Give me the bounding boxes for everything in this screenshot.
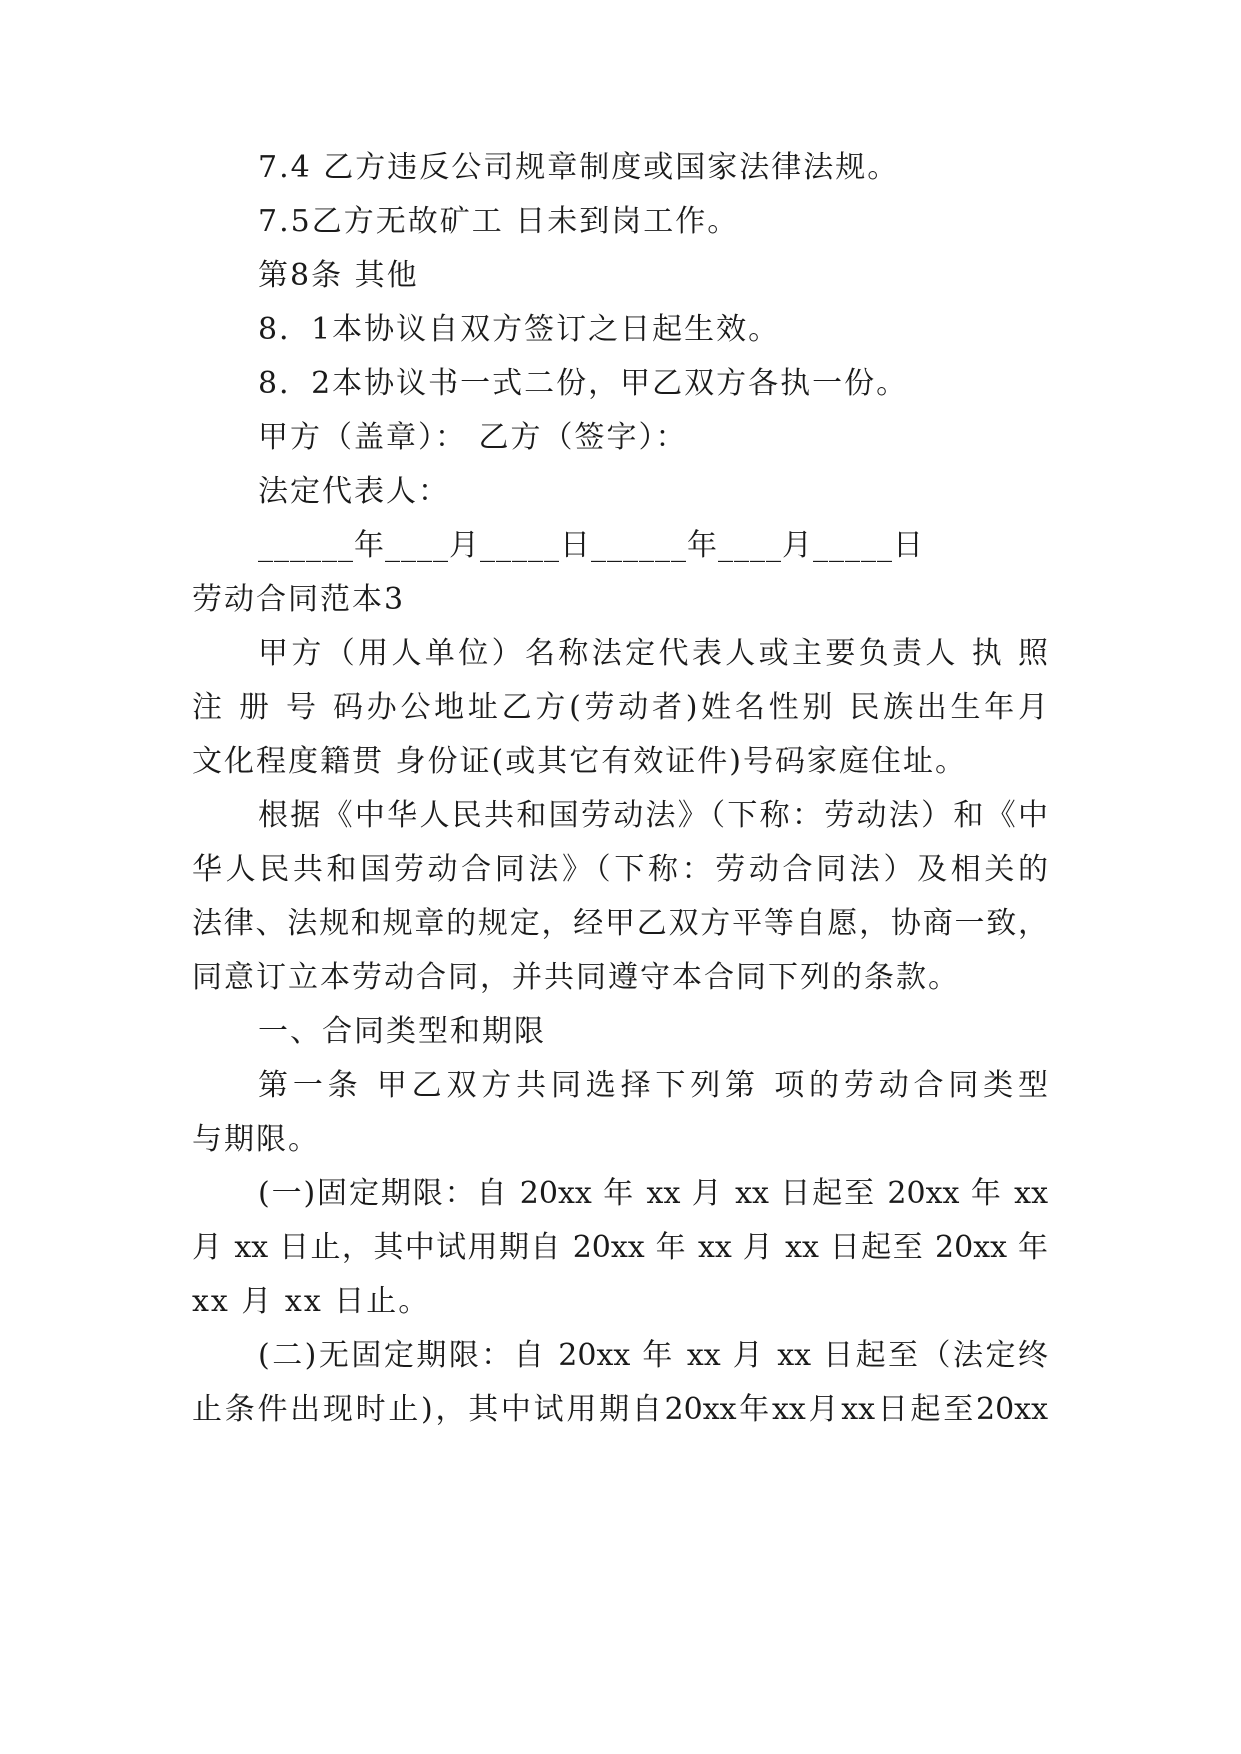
legal-representative: 法定代表人：: [258, 474, 450, 509]
basis-paragraph-line-1: 根据《中华人民共和国劳动法》（下称：劳动法）和《中: [258, 798, 1048, 833]
basis-paragraph-line-3: 法律、法规和规章的规定，经甲乙双方平等自愿，协商一致，: [192, 906, 1048, 941]
signature-date-blanks: ______年____月_____日______年____月_____日: [258, 528, 924, 563]
party-info-line-2: 注 册 号 码办公地址乙方(劳动者)姓名性别 民族出生年月: [192, 690, 1048, 725]
section-heading-contract-type: 一、合同类型和期限: [258, 1014, 546, 1049]
clause-8-2: 8．2本协议书一式二份，甲乙双方各执一份。: [258, 366, 909, 401]
party-info-line-3: 文化程度籍贯 身份证(或其它有效证件)号码家庭住址。: [192, 744, 967, 779]
signature-parties: 甲方（盖章）： 乙方（签字）：: [258, 420, 688, 455]
clause-8-1: 8．1本协议自双方签订之日起生效。: [258, 312, 781, 347]
article-8-heading: 第8条 其他: [258, 258, 419, 293]
section-title-contract-3: 劳动合同范本3: [192, 582, 406, 617]
basis-paragraph-line-2: 华人民共和国劳动合同法》（下称：劳动合同法）及相关的: [192, 852, 1048, 887]
open-term-line-2: 止条件出现时止)，其中试用期自20xx年xx月xx日起至20xx: [192, 1392, 1048, 1427]
party-a-info-line-1: 甲方（用人单位）名称法定代表人或主要负责人 执 照: [258, 636, 1048, 671]
basis-paragraph-line-4: 同意订立本劳动合同，并共同遵守本合同下列的条款。: [192, 960, 960, 995]
fixed-term-line-1: (一)固定期限：自 20xx 年 xx 月 xx 日起至 20xx 年 xx: [258, 1176, 1048, 1211]
article-1-line-1: 第一条 甲乙双方共同选择下列第 项的劳动合同类型: [258, 1068, 1048, 1103]
open-term-line-1: (二)无固定期限：自 20xx 年 xx 月 xx 日起至（法定终: [258, 1338, 1048, 1373]
fixed-term-line-2: 月 xx 日止，其中试用期自 20xx 年 xx 月 xx 日起至 20xx 年: [192, 1230, 1048, 1265]
article-1-line-2: 与期限。: [192, 1122, 320, 1157]
clause-7-4: 7.4 乙方违反公司规章制度或国家法律法规。: [258, 150, 900, 185]
clause-7-5: 7.5乙方无故矿工 日未到岗工作。: [258, 204, 740, 239]
fixed-term-line-3: xx 月 xx 日止。: [192, 1284, 431, 1319]
